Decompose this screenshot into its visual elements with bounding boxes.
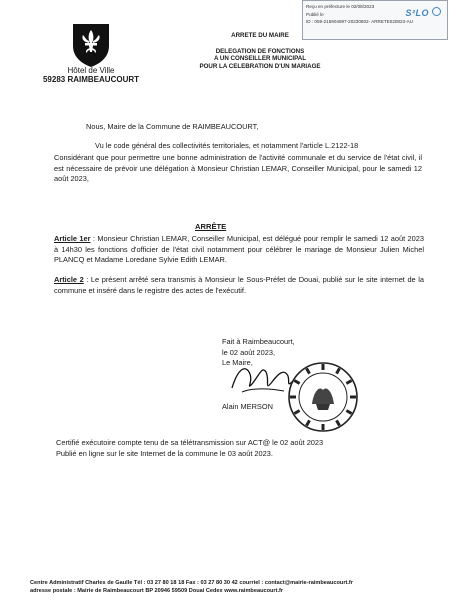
signature-date: le 02 août 2023, [222, 347, 276, 357]
subtitle-line-1: DELEGATION DE FONCTIONS [215, 47, 305, 55]
receipt-date: Reçu en préfecture le 02/08/2023 [306, 4, 375, 9]
publication-date: Publié le [306, 11, 324, 17]
arrete-heading: ARRÊTE [195, 222, 227, 231]
document-header [170, 32, 350, 70]
article-1-text: : Monsieur Christian LEMAR, Conseiller Municipal, est délégué pour remplir le samedi 12 août 2023 à 14h30 les fonctions d'officier de l'état civil notamment pour célébrer le mariage de Monsieur Julien Michel PLANCQ et Madame Loredane Sylvie Edith LEMAR. [54, 234, 424, 264]
subtitle-line-3: POUR LA CELEBRATION D'UN MARIAGE [199, 62, 321, 70]
preamble-vu: Vu le code général des collectivités territoriales, et notamment l'article L.2122-18 [95, 141, 359, 150]
certification [56, 438, 416, 459]
signature-place: Fait à Raimbeaucourt, [222, 337, 295, 346]
official-seal-icon [286, 360, 360, 434]
signature-role: Le Maire, [222, 358, 253, 367]
document-id: ID : 059-215904897-20230802- ARRETE020823-AU [306, 19, 414, 24]
certification-line-2: Publié en ligne sur le site Internet de la commune le 03 août 2023. [56, 448, 273, 458]
city-postcode: 59283 RAIMBEAUCOURT [42, 75, 140, 84]
article-1-label: Article 1er [54, 234, 91, 243]
article-2-label: Article 2 [54, 275, 84, 284]
certification-line-1: Certifié exécutoire compte tenu de sa télétransmission sur ACT@ le 02 août 2023 [56, 438, 324, 447]
city-hall-label [38, 66, 144, 84]
city-coat-of-arms-icon [71, 22, 111, 68]
footer-line-1: Centre Administratif Charles de Gaulle Tél : 03 27 80 18 18 Fax : 03 27 80 30 42 courriel : contact@mairie-raimbeaucourt.fr [30, 580, 353, 586]
article-2 [54, 275, 424, 296]
slo-logo-mark [432, 7, 441, 16]
document-title: ARRETE DU MAIRE [231, 32, 289, 39]
article-1 [54, 234, 424, 266]
preamble-nous: Nous, Maire de la Commune de RAIMBEAUCOURT, [86, 122, 259, 131]
subtitle-line-2: A UN CONSEILLER MUNICIPAL [213, 55, 307, 62]
preamble-considerant: Considérant que pour permettre une bonne administration de l'activité communale et du service de l'état civil, il est nécessaire de prévoir une délégation à Monsieur Christian LEMAR, Conseiller Municipal, pour le samedi 12 août 2023, [54, 153, 422, 183]
footer-line-2: adresse postale : Mairie de Raimbeaucourt BP 20946 59509 Douai Cedex www.raimbeaucourt.fr [30, 587, 284, 594]
hotel-de-ville: Hôtel de Ville [67, 66, 115, 75]
slo-logo: S²LO [405, 8, 429, 18]
page-footer [30, 580, 430, 595]
article-2-text: : Le présent arrêté sera transmis à Monsieur le Sous-Préfet de Douai, publié sur le site internet de la commune et inséré dans le registre des actes de l'exécutif. [54, 275, 424, 295]
signatory-name: Alain MERSON [222, 401, 273, 411]
